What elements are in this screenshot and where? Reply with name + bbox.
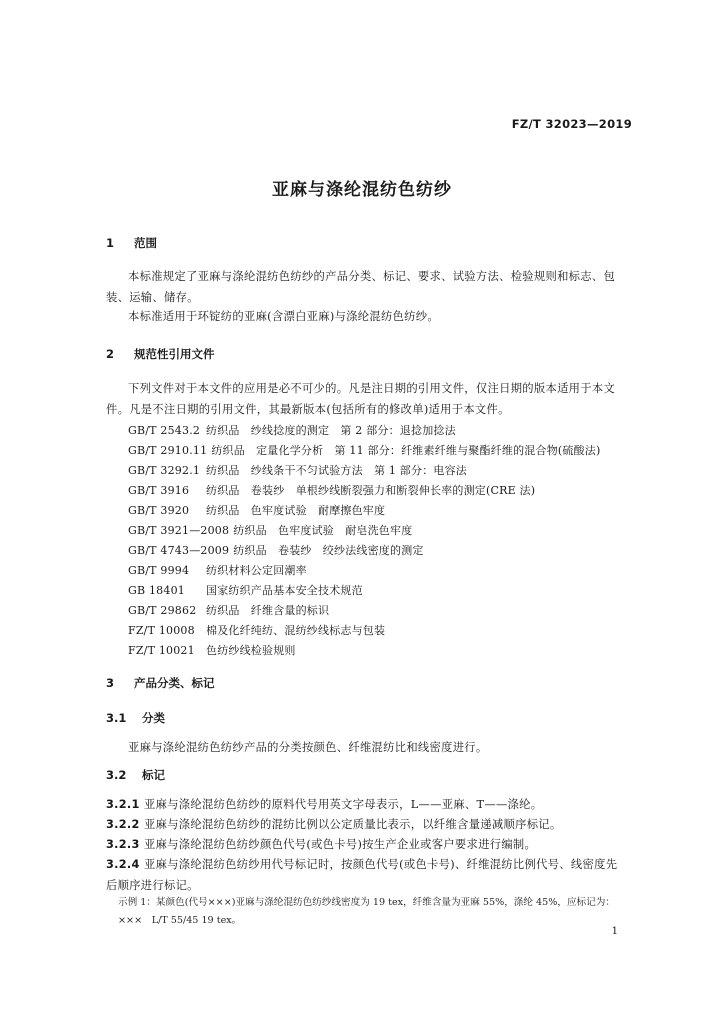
subsection-title: 标记 [142, 768, 165, 782]
section-number: 2 [106, 347, 115, 361]
section-1-heading [106, 235, 157, 251]
reference-item [128, 582, 363, 598]
clause-number: 3.2.3 [106, 838, 140, 851]
section-title: 范围 [134, 236, 157, 250]
clause-text: 亚麻与涤纶混纺色纺纱颜色代号(或色卡号)按生产企业或客户要求进行编制。 [144, 838, 537, 851]
reference-title: 纺织品 纤维含量的标识 [206, 604, 330, 617]
clause-number: 3.2.4 [106, 858, 140, 871]
reference-code: GB/T 3921—2008 [128, 524, 230, 537]
reference-item [128, 522, 412, 538]
reference-code: GB/T 29862 [128, 604, 197, 617]
reference-item [128, 622, 385, 638]
reference-code: GB/T 3920 [128, 504, 190, 517]
reference-code: FZ/T 10021 [128, 644, 195, 657]
reference-item [128, 462, 467, 478]
reference-title: 纺织品 卷装纱 绞纱法线密度的测定 [233, 544, 424, 557]
clause-item [106, 816, 562, 832]
clause-text: 亚麻与涤纶混纺色纺纱用代号标记时，按颜色代号(或色卡号)、纤维混纺比例代号、线密度先后顺序进行标记。 [106, 858, 618, 892]
section-3-heading [106, 675, 215, 691]
reference-title: 纺织品 定量化学分析 第 11 部分：纤维素纤维与聚酯纤维的混合物(硫酸法) [211, 444, 601, 457]
section-2-heading [106, 346, 215, 362]
document-title: 亚麻与涤纶混纺色纺纱 [272, 180, 452, 200]
reference-item [128, 502, 385, 518]
reference-item [128, 562, 307, 578]
reference-title: 纺织品 纱线条干不匀试验方法 第 1 部分：电容法 [206, 464, 467, 477]
subsection-number: 3.1 [106, 711, 127, 725]
reference-item [128, 602, 329, 618]
scope-paragraph-1: 本标准规定了亚麻与涤纶混纺色纺纱的产品分类、标记、要求、试验方法、检验规则和标志、包装、运输、储存。 [106, 270, 616, 304]
section-number: 1 [106, 236, 115, 250]
reference-title: 棉及化纤纯纺、混纺纱线标志与包装 [206, 624, 386, 637]
reference-code: GB 18401 [128, 584, 185, 597]
subsection-3-1-heading [106, 710, 165, 726]
reference-code: GB/T 3292.1 [128, 464, 201, 477]
classification-paragraph: 亚麻与涤纶混纺色纺纱产品的分类按颜色、纤维混纺比和线密度进行。 [128, 741, 488, 754]
reference-title: 纺织材料公定回潮率 [206, 564, 307, 577]
reference-code: GB/T 3916 [128, 484, 190, 497]
clause-item [106, 854, 628, 896]
section-title: 产品分类、标记 [134, 676, 215, 690]
clause-item [106, 796, 542, 812]
reference-code: GB/T 2543.2 [128, 424, 201, 437]
reference-code: GB/T 2910.11 [128, 444, 208, 457]
clause-text: 亚麻与涤纶混纺色纺纱的原料代号用英文字母表示，L——亚麻、T——涤纶。 [144, 798, 543, 811]
standard-code: FZ/T 32023—2019 [511, 117, 632, 131]
reference-code: FZ/T 10008 [128, 624, 195, 637]
example-note: 示例 1：某颜色(代号×××)亚麻与涤纶混纺色纺纱线密度为 19 tex，纤维含量为亚麻 55%，涤纶 45%，应标记为：××× L/T 55/45 19 tex。 [118, 897, 615, 926]
page-number: 1 [611, 926, 618, 937]
subsection-title: 分类 [142, 711, 165, 725]
section-number: 3 [106, 676, 115, 690]
reference-code: GB/T 4743—2009 [128, 544, 230, 557]
reference-title: 色纺纱线检验规则 [206, 644, 296, 657]
section-title: 规范性引用文件 [134, 347, 215, 361]
reference-title: 国家纺织产品基本安全技术规范 [206, 584, 363, 597]
reference-title: 纺织品 色牢度试验 耐摩擦色牢度 [206, 504, 386, 517]
reference-item [128, 482, 535, 498]
subsection-number: 3.2 [106, 768, 127, 782]
reference-item [128, 642, 296, 658]
scope-paragraph-2: 本标准适用于环锭纺的亚麻(含漂白亚麻)与涤纶混纺色纺纱。 [128, 310, 439, 323]
reference-item [128, 422, 456, 438]
reference-title: 纺织品 卷装纱 单根纱线断裂强力和断裂伸长率的测定(CRE 法) [206, 484, 536, 497]
clause-text: 亚麻与涤纶混纺色纺纱的混纺比例以公定质量比表示，以纤维含量递减顺序标记。 [144, 818, 562, 831]
reference-item [128, 442, 600, 458]
subsection-3-2-heading [106, 767, 165, 783]
reference-title: 纺织品 色牢度试验 耐皂洗色牢度 [233, 524, 413, 537]
clause-item [106, 836, 536, 852]
references-intro: 下列文件对于本文件的应用是必不可少的。凡是注日期的引用文件，仅注日期的版本适用于本文件。凡是不注日期的引用文件，其最新版本(包括所有的修改单)适用于本文件。 [106, 382, 616, 416]
reference-code: GB/T 9994 [128, 564, 190, 577]
clause-number: 3.2.2 [106, 818, 140, 831]
reference-item [128, 542, 424, 558]
reference-title: 纺织品 纱线捻度的测定 第 2 部分：退捻加捻法 [206, 424, 456, 437]
clause-number: 3.2.1 [106, 798, 140, 811]
